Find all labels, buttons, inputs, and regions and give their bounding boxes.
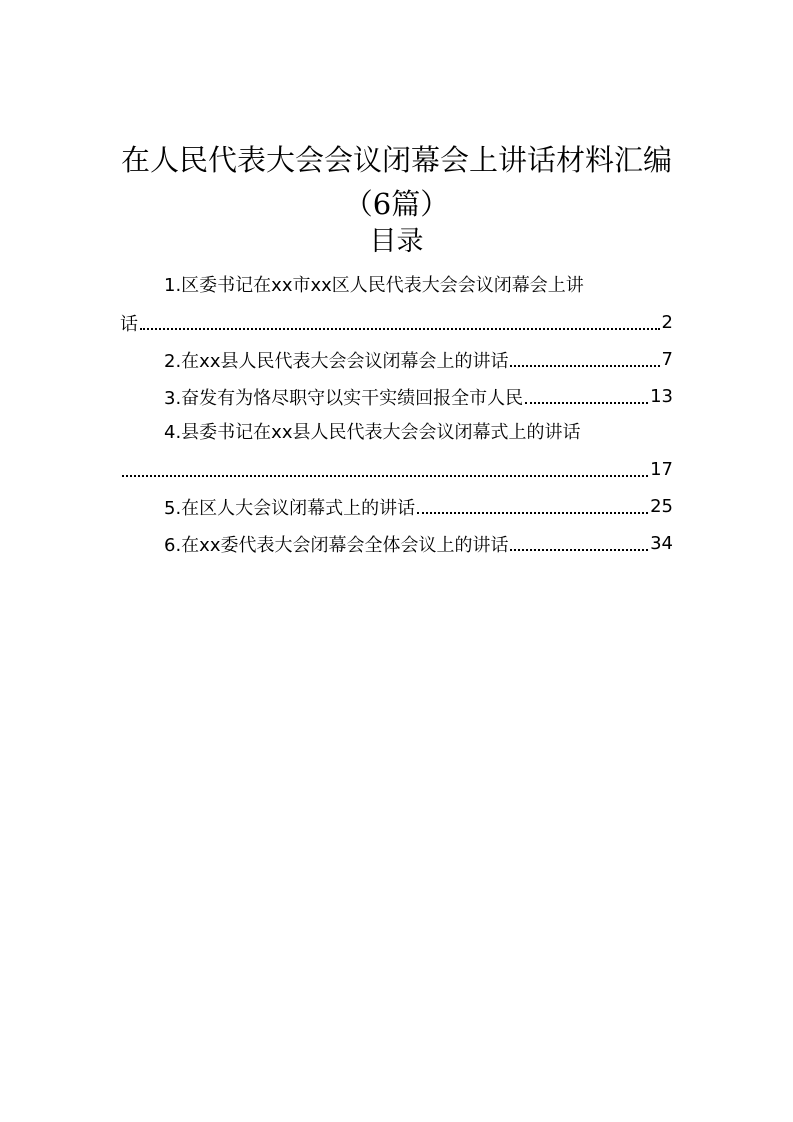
toc-page-number: 17: [650, 459, 673, 480]
table-of-contents: [120, 268, 673, 562]
toc-entry-title: 3.奋发有为恪尽职守以实干实绩回报全市人民: [164, 387, 524, 409]
toc-entry-title: 5.在区人大会议闭幕式上的讲话: [164, 497, 416, 519]
toc-entry-title-continued: 话: [120, 313, 138, 335]
dot-leader: [140, 328, 660, 330]
toc-page-number: 25: [650, 496, 673, 517]
document-title: 在人民代表大会会议闭幕会上讲话材料汇编（6篇）: [120, 143, 672, 221]
toc-heading: 目录: [369, 226, 424, 257]
toc-page-number: 13: [650, 386, 673, 407]
toc-entry-3[interactable]: [120, 378, 673, 415]
toc-entry-6[interactable]: [120, 525, 673, 562]
toc-entry-title: 6.在xx委代表大会闭幕会全体会议上的讲话: [164, 534, 509, 556]
dot-leader: [122, 475, 648, 477]
toc-page-number: 2: [661, 312, 673, 333]
toc-entry-4[interactable]: [120, 415, 673, 488]
dot-leader: [510, 365, 659, 367]
toc-entry-title: 1.区委书记在xx市xx区人民代表大会会议闭幕会上讲: [164, 275, 584, 296]
toc-page-number: 7: [661, 349, 673, 370]
toc-entry-1[interactable]: [120, 268, 673, 341]
dot-leader: [417, 512, 648, 514]
dot-leader: [510, 549, 648, 551]
toc-entry-2[interactable]: [120, 341, 673, 378]
toc-page-number: 34: [650, 533, 673, 554]
dot-leader: [525, 402, 648, 404]
toc-entry-title: 2.在xx县人民代表大会会议闭幕会上的讲话: [164, 350, 509, 372]
toc-entry-5[interactable]: [120, 488, 673, 525]
toc-entry-title: 4.县委书记在xx县人民代表大会会议闭幕式上的讲话: [164, 422, 581, 443]
